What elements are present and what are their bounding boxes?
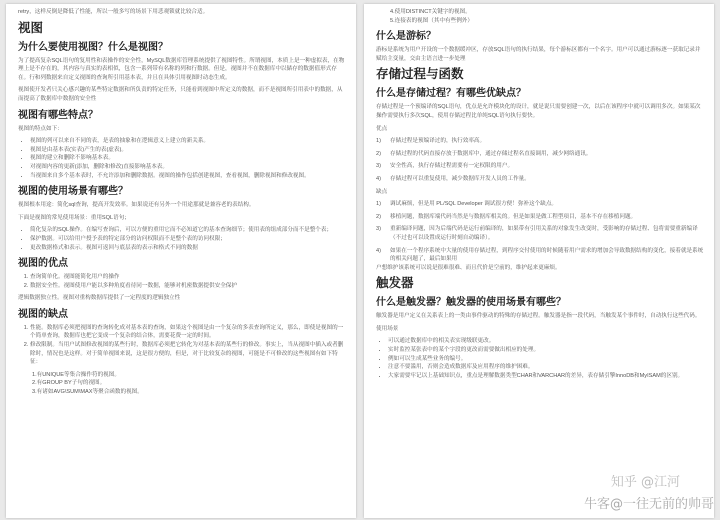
list-item: • 当视图来自多个基本表时，不允许添加和删除数据。视图的操作包括创建视图，查看视图，删除视图和修改视图。 (30, 172, 346, 181)
item-number: 1) (376, 201, 381, 208)
cons-label: 缺点 (376, 188, 388, 195)
list-item: • 更改数据格式和表示。视图可返回与底层表的表示和格式不同的数据 (30, 244, 346, 253)
usage-label: 使用场景 (376, 325, 399, 332)
list-item: 2. 修改限制。当用户试图修改视图的某些行时，数据库必须把它转化为对基本表的某些行的修改。事实上，当从视图中插入或者删除时，情况也是这样。对于简单视图来说，这是很方便的，但是，对于比较复杂的视图，可能是不可修改的这些视图有如下特征： (30, 341, 346, 367)
list-item: • 实时监控某张表中的某个字段的更改而需要做出相应的处理。 (388, 346, 704, 355)
heading-trigger: 什么是触发器？触发器的使用场景有哪些？ (376, 297, 566, 309)
item-number: 4) (376, 175, 381, 182)
list-item: • 对视图内容的更新(添加，删除和修改)直接影响基本表。 (30, 163, 346, 172)
section-title-trigger: 触发器 (376, 276, 414, 291)
heading-view-features: 视图有哪些特点？ (18, 109, 98, 121)
cons-sublist (18, 371, 346, 397)
pros-item (376, 175, 704, 184)
heading-view-pros: 视图的优点 (18, 258, 68, 270)
heading-view-usage: 视图的使用场景有哪些？ (18, 186, 128, 198)
item-number: 2) (376, 150, 381, 157)
zhihu-watermark: 知乎 @江河 (610, 475, 680, 490)
nowcoder-watermark: 牛客@一往无前的帅哥 (583, 497, 714, 512)
list-item: • 视图的列可以来自不同的表，是表的抽象和在逻辑意义上建立的新关系。 (30, 137, 346, 146)
item-number: 3) (376, 163, 381, 170)
paragraph: 触发器是用户定义在关系表上的一类由事件驱动的特殊的存储过程。触发器是指一段代码，当触发某个事件时，自动执行这些代码。 (376, 313, 701, 320)
heading-cursor: 什么是游标？ (376, 31, 436, 43)
pros-item (376, 162, 704, 171)
features-list (18, 137, 346, 180)
list-item: • 例如可以生成某些业务的编号。 (388, 355, 704, 364)
paragraph: 存储过程是一个预编译的SQL语句，优点是允许模块化的设计，就是说只需要创建一次，以后在该程序中就可以调用多次。如果某次操作需要执行多次SQL，使用存储过程比单纯SQL语句执行要快。 (376, 104, 701, 119)
trigger-usage-list (376, 337, 704, 380)
item-number: 4) (376, 247, 381, 254)
list-item: • 可以通过数据库中的相关表实现级联更改。 (388, 337, 704, 346)
left-page (6, 4, 356, 518)
pros-list (18, 273, 346, 290)
sub-item: 4.使用DISTINCT关键字的视图。 (390, 9, 471, 15)
paragraph: 视图的特点如下： (18, 125, 63, 132)
heading-view-cons: 视图的缺点 (18, 308, 68, 320)
right-page (364, 4, 714, 518)
sub-item: 5.连接表的视图（其中有些例外） (390, 17, 473, 24)
paragraph: 逻辑数据独立性。视图对重构数据库提供了一定程度的逻辑独立性 (18, 295, 181, 302)
list-item: • 简化复杂的SQL操作。在编写查询后，可以方便的重用它而不必知道它的基本查询细节；使用表的组成部分而不是整个表； (30, 226, 346, 235)
item-text: 存储过程的代码直接存放于数据库中，通过存储过程名直接调用，减少网络通讯。 (390, 150, 592, 157)
sub-item: 1.有UNIQUE等集合操作符的视图。 (32, 371, 120, 378)
list-item: • 大家需要牢记以上基础知识点，重点是理解数据类型CHAR和VARCHAR的差异，表存储引擎InnoDB和MyISAM的区别。 (388, 372, 704, 381)
item-text: 存储过程可以重复使用，减少数据库开发人员的工作量。 (390, 175, 530, 182)
sub-item: 3.有诸如AVG\SUM\MAX等聚合函数的视图。 (32, 389, 143, 396)
intro-text: retry，这样反倒是降低了性能，所以一般多写的场景下用悲观锁就比较合适。 (18, 9, 209, 15)
paragraph: 户想维护该系统可以说是很难很难、而且代价是空前的，维护起来更麻烦。 (376, 264, 561, 271)
list-item: • 保护数据。可以给用户授予表的特定部分的访问权限而不是整个表的访问权限； (30, 235, 346, 244)
pros-item (376, 150, 704, 159)
paragraph: 视图根本用途：简化sql查询，提高开发效率。如果说还有另外一个用途那就是兼容老的表结构。 (18, 202, 255, 209)
section-title-view: 视图 (18, 20, 44, 35)
heading-stored-procedure: 什么是存储过程？有哪些优缺点？ (376, 88, 526, 100)
heading-why-view: 为什么要使用视图？什么是视图？ (18, 41, 168, 53)
item-text: 如果在一个程序系统中大量的使用存储过程，到程序交付使用的时候随着用户需求的增加会导致数据结构的变化，接着就是系统的相关问题了，最后如果用 (390, 247, 704, 263)
paragraph: 下面是视图的常见使用场景：重用SQL语句； (18, 214, 130, 221)
pros-label: 优点 (376, 125, 388, 132)
paragraph: 为了提高复杂SQL语句的复用性和表操作的安全性，MySQL数据库管理系统提供了视图特性。所谓视图，本质上是一种虚拟表，在物理上是不存在的，其内容与真实的表相似，包含一系列带有名称的列和行数据。但是，视图并不在数据库中以储存的数据值形式存在。行和列数据来自定义视图的查询所引用基本表，并且在具体引用视图时动态生成。 (18, 57, 345, 81)
list-item: 2. 数据安全性。视图使用户能以多种角度看待同一数据，能够对机密数据提供安全保护 (30, 282, 346, 291)
item-number: 1) (376, 138, 381, 145)
item-text: 存储过程是预编译过的，执行效率高。 (390, 138, 486, 145)
section-title-stored-procedure: 存储过程与函数 (376, 67, 464, 82)
list-item: • 视图是由基本表(实表)产生的表(虚表)。 (30, 146, 346, 155)
item-text: 安全性高，执行存储过程需要有一定权限的用户。 (390, 163, 514, 170)
sub-item: 2.有GROUP BY子句的视图。 (32, 380, 106, 387)
cons-list (18, 324, 346, 367)
view-features-continued (376, 8, 704, 25)
cons-item (376, 200, 704, 209)
item-text: 移植问题，数据库端代码当然是与数据库相关的。但是如果是做工程型项目，基本不存在移植问题。 (390, 213, 637, 220)
item-number: 2) (376, 213, 381, 220)
cons-item (376, 247, 704, 264)
item-text: 调试麻烦，但是用 PL/SQL Developer 调试很方便！弥补这个缺点。 (390, 201, 558, 208)
paragraph: 游标是系统为用户开设的一个数据缓冲区，存放SQL语句的执行结果，每个游标区都有一个名字。用户可以通过游标逐一获取记录并赋给主变量，交由主语言进一步处理 (376, 47, 701, 62)
cons-item (376, 213, 704, 222)
item-number: 3) (376, 226, 381, 233)
list-item: • 注意不要滥用，否则会造成数据库及应用程序的维护困难。 (388, 363, 704, 372)
pros-item (376, 137, 704, 146)
usage-list (18, 226, 346, 252)
item-text: 重新编译问题，因为后端代码是运行前编译的，如果带有引用关系的对象发生改变时，受影响的存储过程、包将需要重新编译（不过也可以设置成运行时刻自动编译）。 (390, 226, 698, 241)
list-item: • 视图的建立和删除不影响基本表。 (30, 154, 346, 163)
cons-item (376, 225, 704, 242)
list-item: 1. 性能。数据库必须把视图的查询转化成对基本表的查询，如果这个视图是由一个复杂的多表查询所定义，那么，即使是视图的一个简单查询，数据库也把它变成一个复杂的结合体，需要花费一定的时间。 (30, 324, 346, 341)
list-item: 1. 查询简单化。视图能简化用户的操作 (30, 273, 346, 282)
paragraph: 视图使开发者只关心感兴趣的某些特定数据和所负责的特定任务，只能看到视图中所定义的数据，而不是视图所引用表中的数据，从而提高了数据库中数据的安全性 (18, 87, 343, 102)
